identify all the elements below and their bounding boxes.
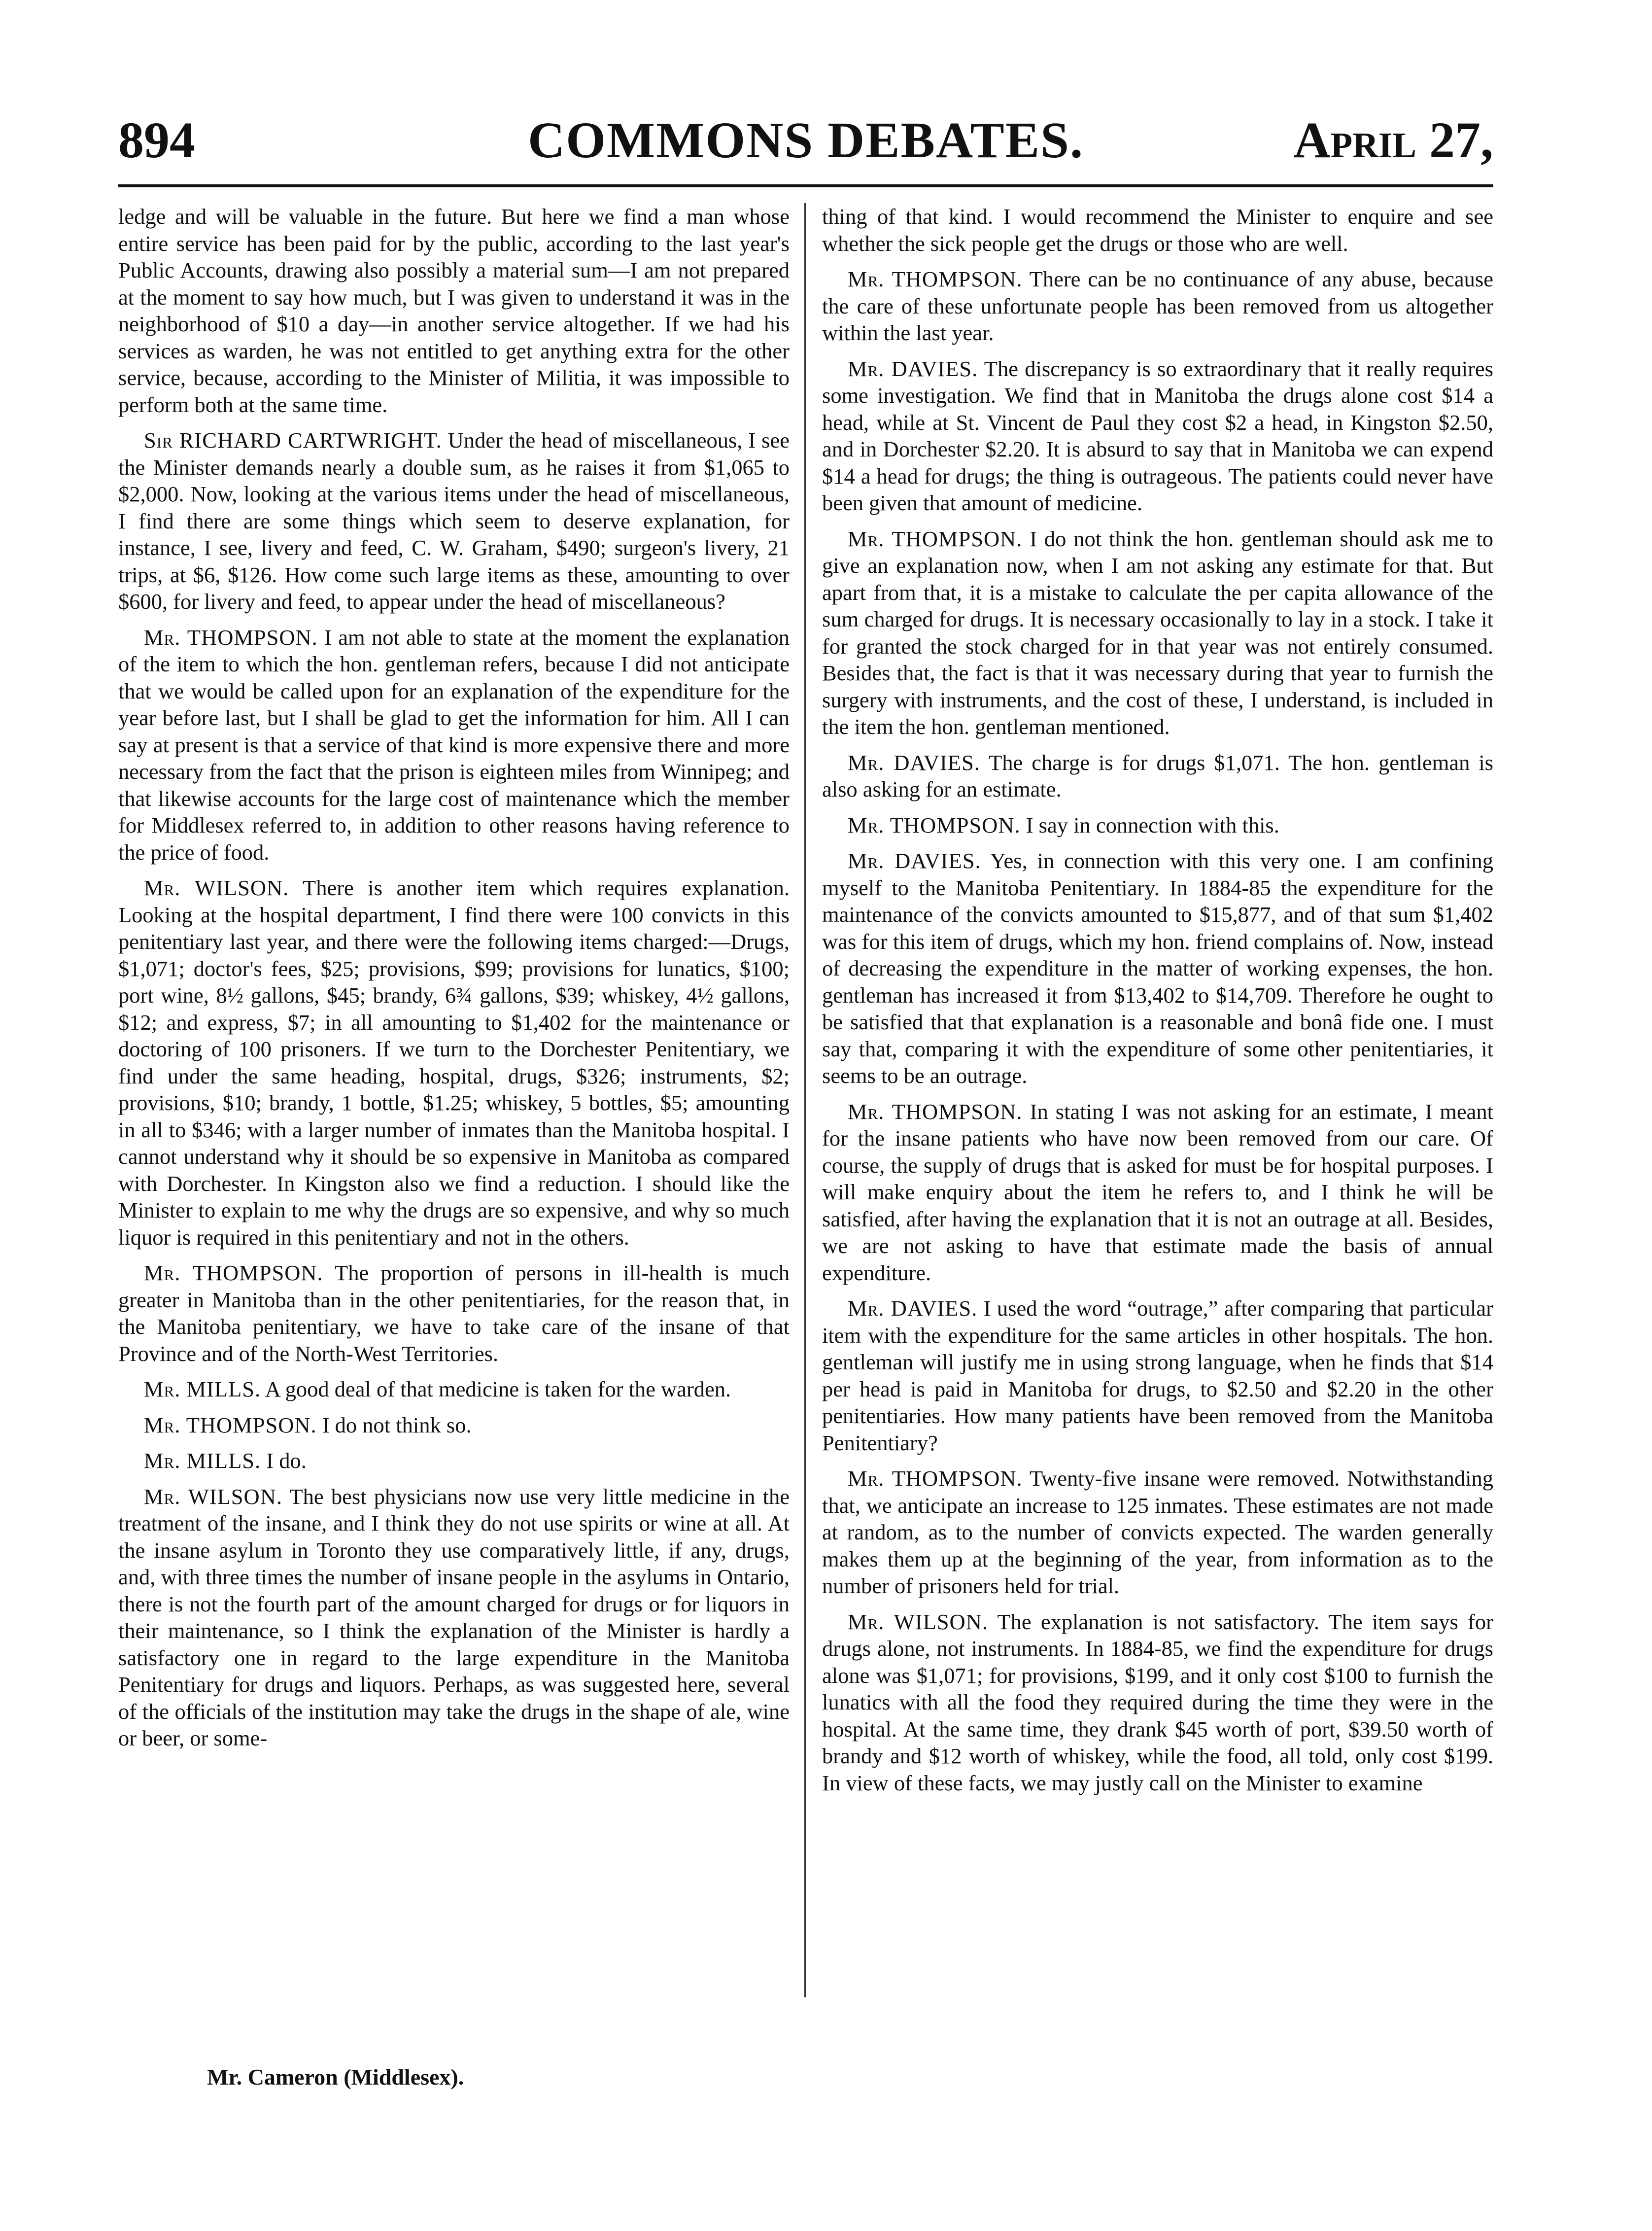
speech-paragraph — [118, 624, 790, 866]
running-title: COMMONS DEBATES. — [528, 112, 1084, 169]
speaker-name: Mr. THOMPSON. — [848, 1099, 1023, 1124]
speaker-name: Mr. WILSON. — [144, 875, 289, 900]
speaker-name: Mr. THOMPSON. — [848, 1466, 1023, 1491]
running-date: April 27, — [1293, 112, 1493, 169]
speech-paragraph — [118, 427, 790, 615]
speaker-name: Mr. THOMPSON. — [848, 526, 1023, 551]
footer-speaker-note: Mr. Cameron (Middlesex). — [207, 2064, 464, 2090]
header-rule — [118, 184, 1493, 187]
speech-text: I used the word “outrage,” after comparing that particular item with the expenditure for the same articles in other hospitals. The hon. gentleman will justify me in using strong language, when he finds that $14 per head is paid in Manitoba for drugs, to $2.50 and $2.20 in the other penitentiaries. How many patients have been removed from the Manitoba Penitentiary? — [822, 1296, 1493, 1455]
speech-paragraph — [118, 1447, 790, 1474]
speech-paragraph — [822, 749, 1493, 803]
speaker-name: Mr. MILLS. — [144, 1377, 261, 1401]
page-number: 894 — [118, 112, 195, 169]
speech-paragraph — [822, 1098, 1493, 1287]
speech-text: I say in connection with this. — [1026, 812, 1279, 837]
column-divider — [804, 203, 806, 1997]
speech-paragraph — [118, 1259, 790, 1367]
speech-text: There is another item which requires explanation. Looking at the hospital department, I find there were 100 convicts in this penitentiary last year, and there were the following items charged:—Drugs, $1,071; doctor's fees, $25; provisions, $99; provisions for lunatics, $100; port wine, 8½ gallons, $45; brandy, 6¾ gallons, $39; whiskey, 4½ gallons, $12; and express, $7; in all amounting to $1,402 for the maintenance or doctoring of 100 prisoners. If we turn to the Dorchester Penitentiary, we find under the same heading, hospital, drugs, $326; instruments, $2; provisions, $10; brandy, 1 bottle, $1.25; whiskey, 5 bottles, $5; amounting in all to $346; with a larger number of inmates than the Manitoba hospital. I cannot understand why it should be so expensive in Manitoba as compared with Dorchester. In Kingston also we find a reduction. I should like the Minister to explain to me why the drugs are so expensive, and why so much liquor is required in this penitentiary and not in the others. — [118, 875, 790, 1250]
speech-paragraph — [118, 203, 790, 418]
speaker-name: Mr. THOMPSON. — [144, 1412, 317, 1437]
speech-paragraph — [118, 1483, 790, 1752]
speech-text: Yes, in connection with this very one. I am confining myself to the Manitoba Penitentiary. In 1884-85 the expenditure for the maintenance of the convicts amounted to $15,877, and of that sum $1,402 was for this item of drugs, which my hon. friend complains of. Now, instead of decreasing the expenditure in the matter of working expenses, the hon. gentleman has increased it from $13,402 to $14,709. Therefore he ought to be satisfied that that explanation is a reasonable and bonâ fide one. I must say that, comparing it with the expenditure of some other penitentiaries, it seems to be an outrage. — [822, 848, 1493, 1088]
speech-text: The explanation is not satisfactory. The item says for drugs alone, not instruments. In 1884-85, we find the expenditure for drugs alone was $1,071; for provisions, $199, and it only cost $100 to furnish the lunatics with all the food they required during the time they were in the hospital. At the same time, they drank $45 worth of port, $39.50 worth of brandy and $12 worth of whiskey, while the food, all told, only cost $199. In view of these facts, we may justly call on the Minister to examine — [822, 1609, 1493, 1795]
speech-text: I do. — [266, 1448, 307, 1473]
speaker-name: Mr. WILSON. — [144, 1484, 282, 1509]
speech-text: The proportion of persons in ill-health is much greater in Manitoba than in the other penitentiaries, for the reason that, in the Manitoba penitentiary, we have to take care of the insane of that Province and of the North-West Territories. — [118, 1260, 790, 1366]
speaker-name: Mr. THOMPSON. — [144, 625, 318, 650]
speech-paragraph — [822, 525, 1493, 740]
speech-text: The discrepancy is so extraordinary that it really requires some investigation. We find that in Manitoba the drugs alone cost $14 a head, while at St. Vincent de Paul they cost $2 a head, in Kingston $2.50, and in Dorchester $2.20. It is absurd to say that in Manitoba we can expend $14 a head for drugs; the thing is outrageous. The patients could never have been given that amount of medicine. — [822, 356, 1493, 515]
speech-text: I do not think the hon. gentleman should ask me to give an explanation now, when I am not asking any estimate for that. But apart from that, it is a mistake to calculate the per capita allowance of the sum charged for drugs. It is necessary occasionally to lay in a stock. I take it for granted the stock charged for in that year was not entirely consumed. Besides that, the fact is that it was necessary during that year to furnish the surgery with instruments, and the cost of these, I understand, is included in the item the hon. gentleman mentioned. — [822, 526, 1493, 739]
speaker-name: Mr. THOMPSON. — [144, 1260, 323, 1285]
speech-text: I am not able to state at the moment the explanation of the item to which the hon. gentleman refers, because I did not anticipate that we would be called upon for an explanation of the expenditure for the year before last, but I shall be glad to get the information for him. All I can say at present is that a service of that kind is more expensive there and more necessary from the fact that the prison is eighteen miles from Winnipeg; and that likewise accounts for the large cost of maintenance which the member for Middlesex referred to, in addition to other reasons having reference to the price of food. — [118, 625, 790, 865]
speaker-name: Mr. MILLS. — [144, 1448, 261, 1473]
speech-text: In stating I was not asking for an estimate, I meant for the insane patients who have now been removed from our care. Of course, the supply of drugs that is asked for must be for hospital purposes. I will make enquiry about the item he refers to, and I think he will be satisfied, after having the explanation that it is not an outrage at all. Besides, we are not asking to have that estimate made the basis of annual expenditure. — [822, 1099, 1493, 1285]
speech-paragraph — [118, 874, 790, 1251]
speech-paragraph — [822, 1465, 1493, 1600]
speech-paragraph — [822, 1295, 1493, 1456]
speech-text: A good deal of that medicine is taken for the warden. — [265, 1377, 731, 1401]
speech-paragraph — [822, 812, 1493, 839]
speech-paragraph — [118, 1412, 790, 1439]
speech-text: The best physicians now use very little medicine in the treatment of the insane, and I think they do not use spirits or wine at all. At the insane asylum in Toronto they use comparatively little, if any, drugs, and, with three times the number of insane people in the asylums in Ontario, there is not the fourth part of the amount charged for drugs or for liquors in their maintenance, so I think the explanation of the Minister is hardly a satisfactory one in regard to the large expenditure in the Manitoba Penitentiary for drugs and liquors. Perhaps, as was suggested here, several of the officials of the institution may take the drugs in the shape of ale, wine or beer, or some- — [118, 1484, 790, 1750]
speech-text: There can be no continuance of any abuse, because the care of these unfortunate people has been removed from us altogether within the last year. — [822, 267, 1493, 345]
speech-text: Twenty-five insane were removed. Notwithstanding that, we anticipate an increase to 125 inmates. These estimates are not made at random, as to the number of convicts expected. The warden generally makes them up at the beginning of the year, from information as to the number of prisoners held for trial. — [822, 1466, 1493, 1598]
speech-paragraph — [822, 847, 1493, 1089]
left-column — [118, 203, 790, 2037]
right-column — [822, 203, 1493, 2037]
speaker-name: Mr. THOMPSON. — [848, 812, 1021, 837]
speech-paragraph — [822, 355, 1493, 517]
speech-text: thing of that kind. I would recommend the Minister to enquire and see whether the sick people get the drugs or those who are well. — [822, 204, 1493, 256]
speech-text: Under the head of miscellaneous, I see the Minister demands nearly a double sum, as he raises it from $1,065 to $2,000. Now, looking at the various items under the head of miscellaneous, I find there are some things which seem to deserve explanation, for instance, I see, livery and feed, C. W. Graham, $490; surgeon's livery, 21 trips, at $6, $126. How come such large items as these, amounting to over $600, for livery and feed, to appear under the head of miscellaneous? — [118, 428, 790, 614]
speech-paragraph — [822, 266, 1493, 347]
speech-paragraph — [118, 1376, 790, 1403]
speaker-name: Mr. DAVIES. — [848, 750, 980, 775]
speaker-name: Mr. THOMPSON. — [848, 267, 1023, 291]
speaker-name: Mr. DAVIES. — [848, 1296, 978, 1321]
speech-text: ledge and will be valuable in the future. But here we find a man whose entire service has been paid for by the public, according to the last year's Public Accounts, drawing also possibly a material sum—I am not prepared at the moment to say how much, but I was given to understand it was in the neighborhood of $10 a day—in another service altogether. If we had his services as warden, he was not entitled to get anything extra for the other service, because, according to the Minister of Militia, it was impossible to perform both at the same time. — [118, 204, 790, 417]
speaker-name: Mr. DAVIES. — [848, 848, 981, 873]
speech-paragraph — [822, 203, 1493, 257]
speaker-name: Mr. DAVIES. — [848, 356, 978, 381]
speaker-name: Sir RICHARD CARTWRIGHT. — [144, 428, 442, 453]
speech-paragraph — [822, 1608, 1493, 1797]
speech-text: I do not think so. — [322, 1412, 472, 1437]
speaker-name: Mr. WILSON. — [848, 1609, 988, 1634]
running-header — [118, 104, 1493, 177]
speech-text: The charge is for drugs $1,071. The hon. gentleman is also asking for an estimate. — [822, 750, 1493, 802]
